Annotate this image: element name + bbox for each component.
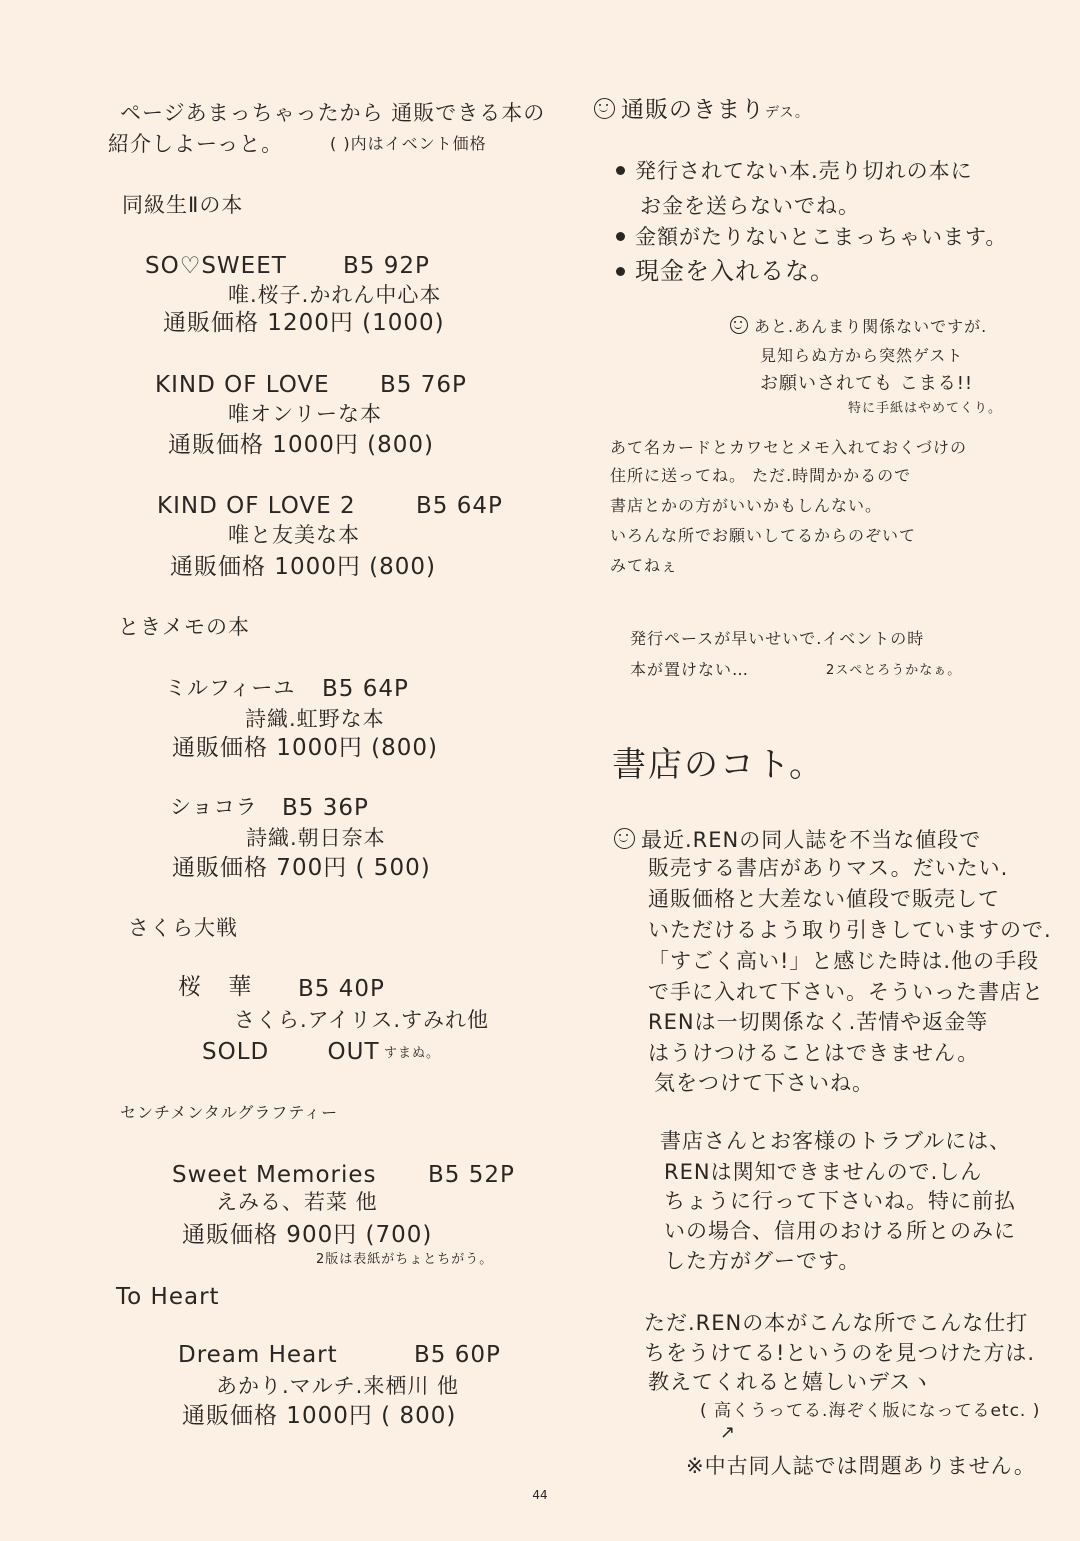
- section-title: さくら大戦: [128, 916, 238, 940]
- mail-line: 書店とかの方がいいかもしんない。: [610, 496, 883, 515]
- aside-line: [730, 316, 987, 335]
- book-title: Sweet Memories: [172, 1162, 377, 1188]
- intro-line-1: ページあまっちゃったから 通販できる本の: [120, 101, 546, 125]
- book-spec: B5 76P: [380, 372, 467, 398]
- section-title: センチメンタルグラフティー: [120, 1103, 339, 1122]
- book-title: SO♡SWEET: [145, 253, 287, 279]
- book-title: ショコラ: [170, 795, 258, 819]
- intro-line-2: 紹介しよーっと。: [108, 132, 284, 156]
- apology-note: すまぬ。: [384, 1046, 441, 1061]
- used-books-note: ※中古同人誌では問題ありません。: [686, 1454, 1036, 1478]
- book-price: 通販価格 900円 (700): [182, 1222, 433, 1248]
- rules-heading: [594, 98, 810, 122]
- section-title: To Heart: [116, 1284, 220, 1310]
- book-price: 通販価格 1000円 (800): [170, 554, 437, 580]
- shop-line: RENは一切関係なく.苦情や返金等: [648, 1010, 989, 1034]
- rule-text: お金を送らないでね。: [640, 194, 860, 218]
- mail-line: いろんな所でお願いしてるからのぞいて: [610, 526, 917, 545]
- event-price-note: ( )内はイベント価格: [330, 134, 487, 153]
- sold-out-label: SOLD OUT: [202, 1039, 380, 1065]
- rule-text: 現金を入れるな。: [635, 257, 835, 285]
- pace-note: 2スペとろうかなぁ。: [826, 663, 962, 678]
- shop-heading: 書店のコト。: [612, 745, 825, 785]
- trouble-line: いの場合、信用のおける所とのみに: [664, 1219, 1016, 1243]
- book-price: 通販価格 1200円 (1000): [163, 310, 445, 336]
- book-description: えみる、若菜 他: [216, 1190, 378, 1214]
- shop-line: 販売する書店がありマス。だいたい.: [648, 856, 1009, 880]
- book-description: 詩織.朝日奈本: [246, 826, 386, 850]
- rule-text: 金額がたりないとこまっちゃいます。: [635, 225, 1008, 249]
- book-description: 唯と友美な本: [228, 523, 360, 547]
- trouble-line: RENは関知できませんので.しん: [664, 1160, 983, 1184]
- shop-line: [614, 828, 981, 851]
- report-line: ちをうけてる!というのを見つけた方は.: [644, 1341, 1036, 1365]
- shop-line: 「すごく高い!」と感じた時は.他の手段: [648, 949, 1040, 973]
- report-line: ただ.RENの本がこんな所でこんな仕打: [644, 1311, 1029, 1335]
- report-examples: ( 高くうってる.海ぞく版になってるetc. ): [700, 1401, 1041, 1421]
- rule-item: [616, 259, 835, 283]
- trouble-line: した方がグーです。: [664, 1249, 861, 1273]
- trouble-line: 書店さんとお客様のトラブルには、: [660, 1129, 1012, 1153]
- report-line: 教えてくれると嬉しいデスヽ: [648, 1370, 934, 1394]
- rule-text: 発行されてない本.売り切れの本に: [635, 159, 973, 183]
- book-spec: B5 60P: [414, 1342, 501, 1368]
- rules-title: 通販のきまり: [621, 97, 765, 123]
- book-spec: B5 52P: [428, 1162, 515, 1188]
- section-title: 同級生Ⅱの本: [122, 193, 244, 217]
- mail-line: 住所に送ってね。 ただ.時間かかるので: [610, 466, 912, 485]
- edition-note: 2版は表紙がちょとちがう。: [316, 1252, 494, 1267]
- book-spec: B5 92P: [343, 253, 430, 279]
- bullet-icon: [616, 267, 625, 276]
- book-title: 桜 華: [178, 974, 262, 1000]
- rules-suffix: デス。: [765, 105, 810, 121]
- page-number: 44: [532, 1488, 548, 1502]
- shop-line: いただけるよう取り引きしていますので.: [648, 918, 1052, 942]
- rule-item: [616, 227, 1007, 248]
- aside-text: あと.あんまり関係ないですが.: [754, 317, 988, 336]
- aside-note: 特に手紙はやめてくり。: [848, 401, 1003, 416]
- book-description: 詩織.虹野な本: [245, 707, 385, 731]
- smiley-icon: [730, 316, 748, 334]
- book-description: あかり.マルチ.来栖川 他: [216, 1374, 460, 1398]
- shop-line: はうけつけることはできません。: [648, 1041, 980, 1065]
- section-title: ときメモの本: [118, 615, 250, 639]
- bullet-icon: [616, 232, 625, 241]
- mail-line: あて名カードとカワセとメモ入れておくづけの: [610, 438, 968, 457]
- book-title: KIND OF LOVE: [155, 372, 330, 398]
- book-title: Dream Heart: [178, 1342, 338, 1368]
- book-description: 唯オンリーな本: [228, 402, 382, 426]
- smiley-icon: [594, 98, 615, 119]
- shop-line: 通販価格と大差ない値段で販売して: [648, 887, 1000, 911]
- book-description: 唯.桜子.かれん中心本: [228, 283, 442, 307]
- aside-line: 見知らぬ方から突然ゲスト: [760, 346, 964, 365]
- book-price: 通販価格 1000円 (800): [172, 735, 439, 761]
- book-price: 通販価格 700円 ( 500): [172, 855, 431, 881]
- book-spec: B5 36P: [282, 795, 369, 821]
- shop-text: 最近.RENの同人誌を不当な値段で: [641, 828, 982, 852]
- smiley-icon: [614, 828, 635, 849]
- pace-line: 本が置けない…: [630, 660, 750, 679]
- book-description: さくら.アイリス.すみれ他: [234, 1008, 490, 1032]
- book-spec: B5 40P: [298, 976, 385, 1002]
- book-spec: B5 64P: [322, 676, 409, 702]
- bullet-icon: [616, 166, 625, 175]
- mail-line: みてねぇ: [610, 556, 679, 575]
- arrow-icon: ↗: [720, 1422, 736, 1443]
- book-price: 通販価格 1000円 ( 800): [182, 1403, 457, 1429]
- pace-line: 発行ペースが早いせいで.イベントの時: [630, 629, 925, 648]
- book-title: KIND OF LOVE 2: [157, 493, 356, 519]
- book-title: ミルフィーユ: [165, 676, 296, 700]
- shop-line: 気をつけて下さいね。: [654, 1071, 874, 1095]
- book-price: 通販価格 1000円 (800): [168, 432, 435, 458]
- book-spec: B5 64P: [416, 493, 503, 519]
- rule-item: [616, 161, 973, 182]
- trouble-line: ちょうに行って下さいね。特に前払: [664, 1189, 1016, 1213]
- shop-line: で手に入れて下さい。そういった書店と: [648, 980, 1044, 1004]
- aside-line: お願いされても こまる!!: [760, 373, 974, 394]
